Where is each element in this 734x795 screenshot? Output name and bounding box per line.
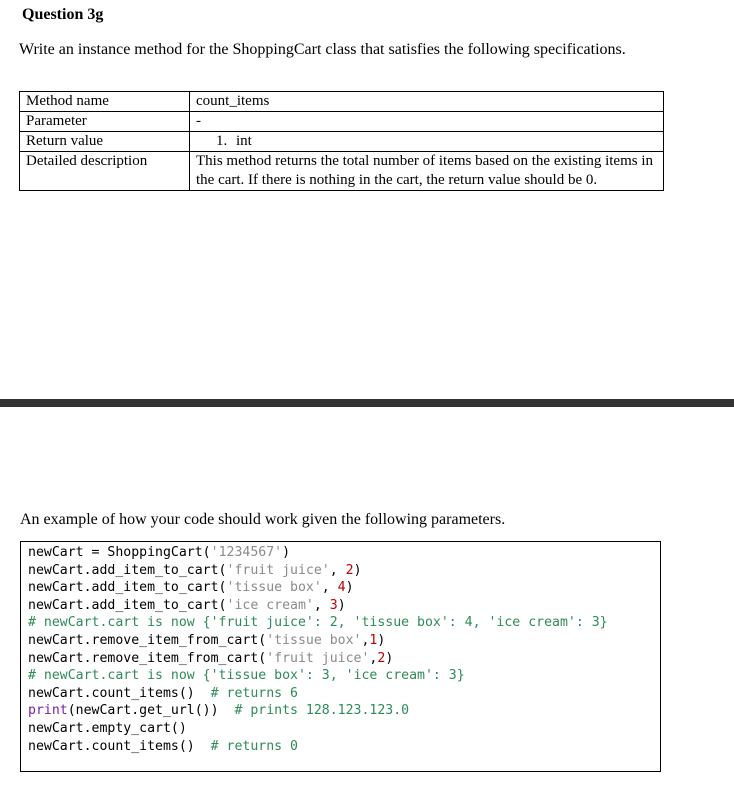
code-line xyxy=(28,720,660,738)
spec-row-parameter xyxy=(20,112,664,132)
code-example xyxy=(20,541,661,772)
code-text: , xyxy=(329,562,346,578)
code-number: 4 xyxy=(337,580,346,596)
code-text: (newCart.get_url()) xyxy=(67,703,235,719)
code-string: 'ice cream' xyxy=(226,597,314,613)
code-number: 3 xyxy=(329,597,338,613)
spec-key: Parameter xyxy=(20,112,190,132)
code-number: 2 xyxy=(345,562,354,578)
code-line xyxy=(28,614,660,632)
spec-value: This method returns the total number of items based on the existing items in the cart. If there is nothing in the cart, the return value should be 0. xyxy=(190,152,664,191)
specification-table xyxy=(19,91,664,191)
code-string: 'tissue box' xyxy=(266,632,362,648)
code-text: ) xyxy=(282,545,291,560)
example-intro: An example of how your code should work given the following parameters. xyxy=(20,511,506,528)
code-text: newCart.empty_cart() xyxy=(28,720,187,736)
code-line xyxy=(28,632,660,650)
spec-value xyxy=(190,132,664,152)
spec-row-description xyxy=(20,152,664,191)
code-line xyxy=(28,685,660,703)
code-text: newCart.count_items() xyxy=(28,685,211,701)
code-text: ) xyxy=(377,632,386,648)
code-text: newCart.remove_item_from_cart( xyxy=(28,632,267,648)
code-line xyxy=(28,738,660,756)
spec-key: Return value xyxy=(20,132,190,152)
return-type: int xyxy=(236,133,252,149)
code-number: 1 xyxy=(369,632,378,648)
spec-row-method-name xyxy=(20,92,664,112)
code-line xyxy=(28,579,660,597)
spec-value: count_items xyxy=(190,92,664,112)
code-text: ) xyxy=(385,650,394,666)
code-comment: # prints 128.123.123.0 xyxy=(234,703,410,719)
code-text: ) xyxy=(345,580,354,596)
code-string: '1234567' xyxy=(210,545,283,560)
spec-value: - xyxy=(190,112,664,132)
code-text: newCart.remove_item_from_cart( xyxy=(28,650,267,666)
question-title: Question 3g xyxy=(22,6,104,23)
instructions-text: Write an instance method for the ShoppingCart class that satisfies the following specifications. xyxy=(19,41,626,58)
code-string: 'tissue box' xyxy=(226,580,322,596)
code-line xyxy=(28,667,660,685)
spec-key: Detailed description xyxy=(20,152,190,191)
code-text: , xyxy=(361,632,370,648)
code-line xyxy=(28,562,660,580)
code-string: 'fruit juice' xyxy=(226,562,330,578)
code-number: 2 xyxy=(377,650,386,666)
code-text: newCart.count_items() xyxy=(28,738,211,754)
code-text: , xyxy=(369,650,378,666)
code-comment: # newCart.cart is now {'tissue box': 3, 'ice cream': 3} xyxy=(28,668,465,684)
code-line xyxy=(28,597,660,615)
code-text: ) xyxy=(337,597,346,613)
code-comment: # returns 6 xyxy=(210,685,298,701)
code-text: newCart = ShoppingCart( xyxy=(28,545,211,560)
code-string: 'fruit juice' xyxy=(266,650,370,666)
code-keyword: print xyxy=(28,703,68,719)
code-line xyxy=(28,650,660,668)
code-text: newCart.add_item_to_cart( xyxy=(28,580,227,596)
code-comment: # returns 0 xyxy=(210,738,298,754)
code-line xyxy=(28,544,660,562)
section-divider xyxy=(0,399,734,407)
spec-key: Method name xyxy=(20,92,190,112)
spec-row-return-value xyxy=(20,132,664,152)
code-text: , xyxy=(313,597,330,613)
code-text: ) xyxy=(353,562,362,578)
code-line xyxy=(28,702,660,720)
list-number: 1. xyxy=(216,133,228,149)
code-comment: # newCart.cart is now {'fruit juice': 2, 'tissue box': 4, 'ice cream': 3} xyxy=(28,615,608,631)
code-text: , xyxy=(321,580,338,596)
code-text: newCart.add_item_to_cart( xyxy=(28,562,227,578)
code-text: newCart.add_item_to_cart( xyxy=(28,597,227,613)
